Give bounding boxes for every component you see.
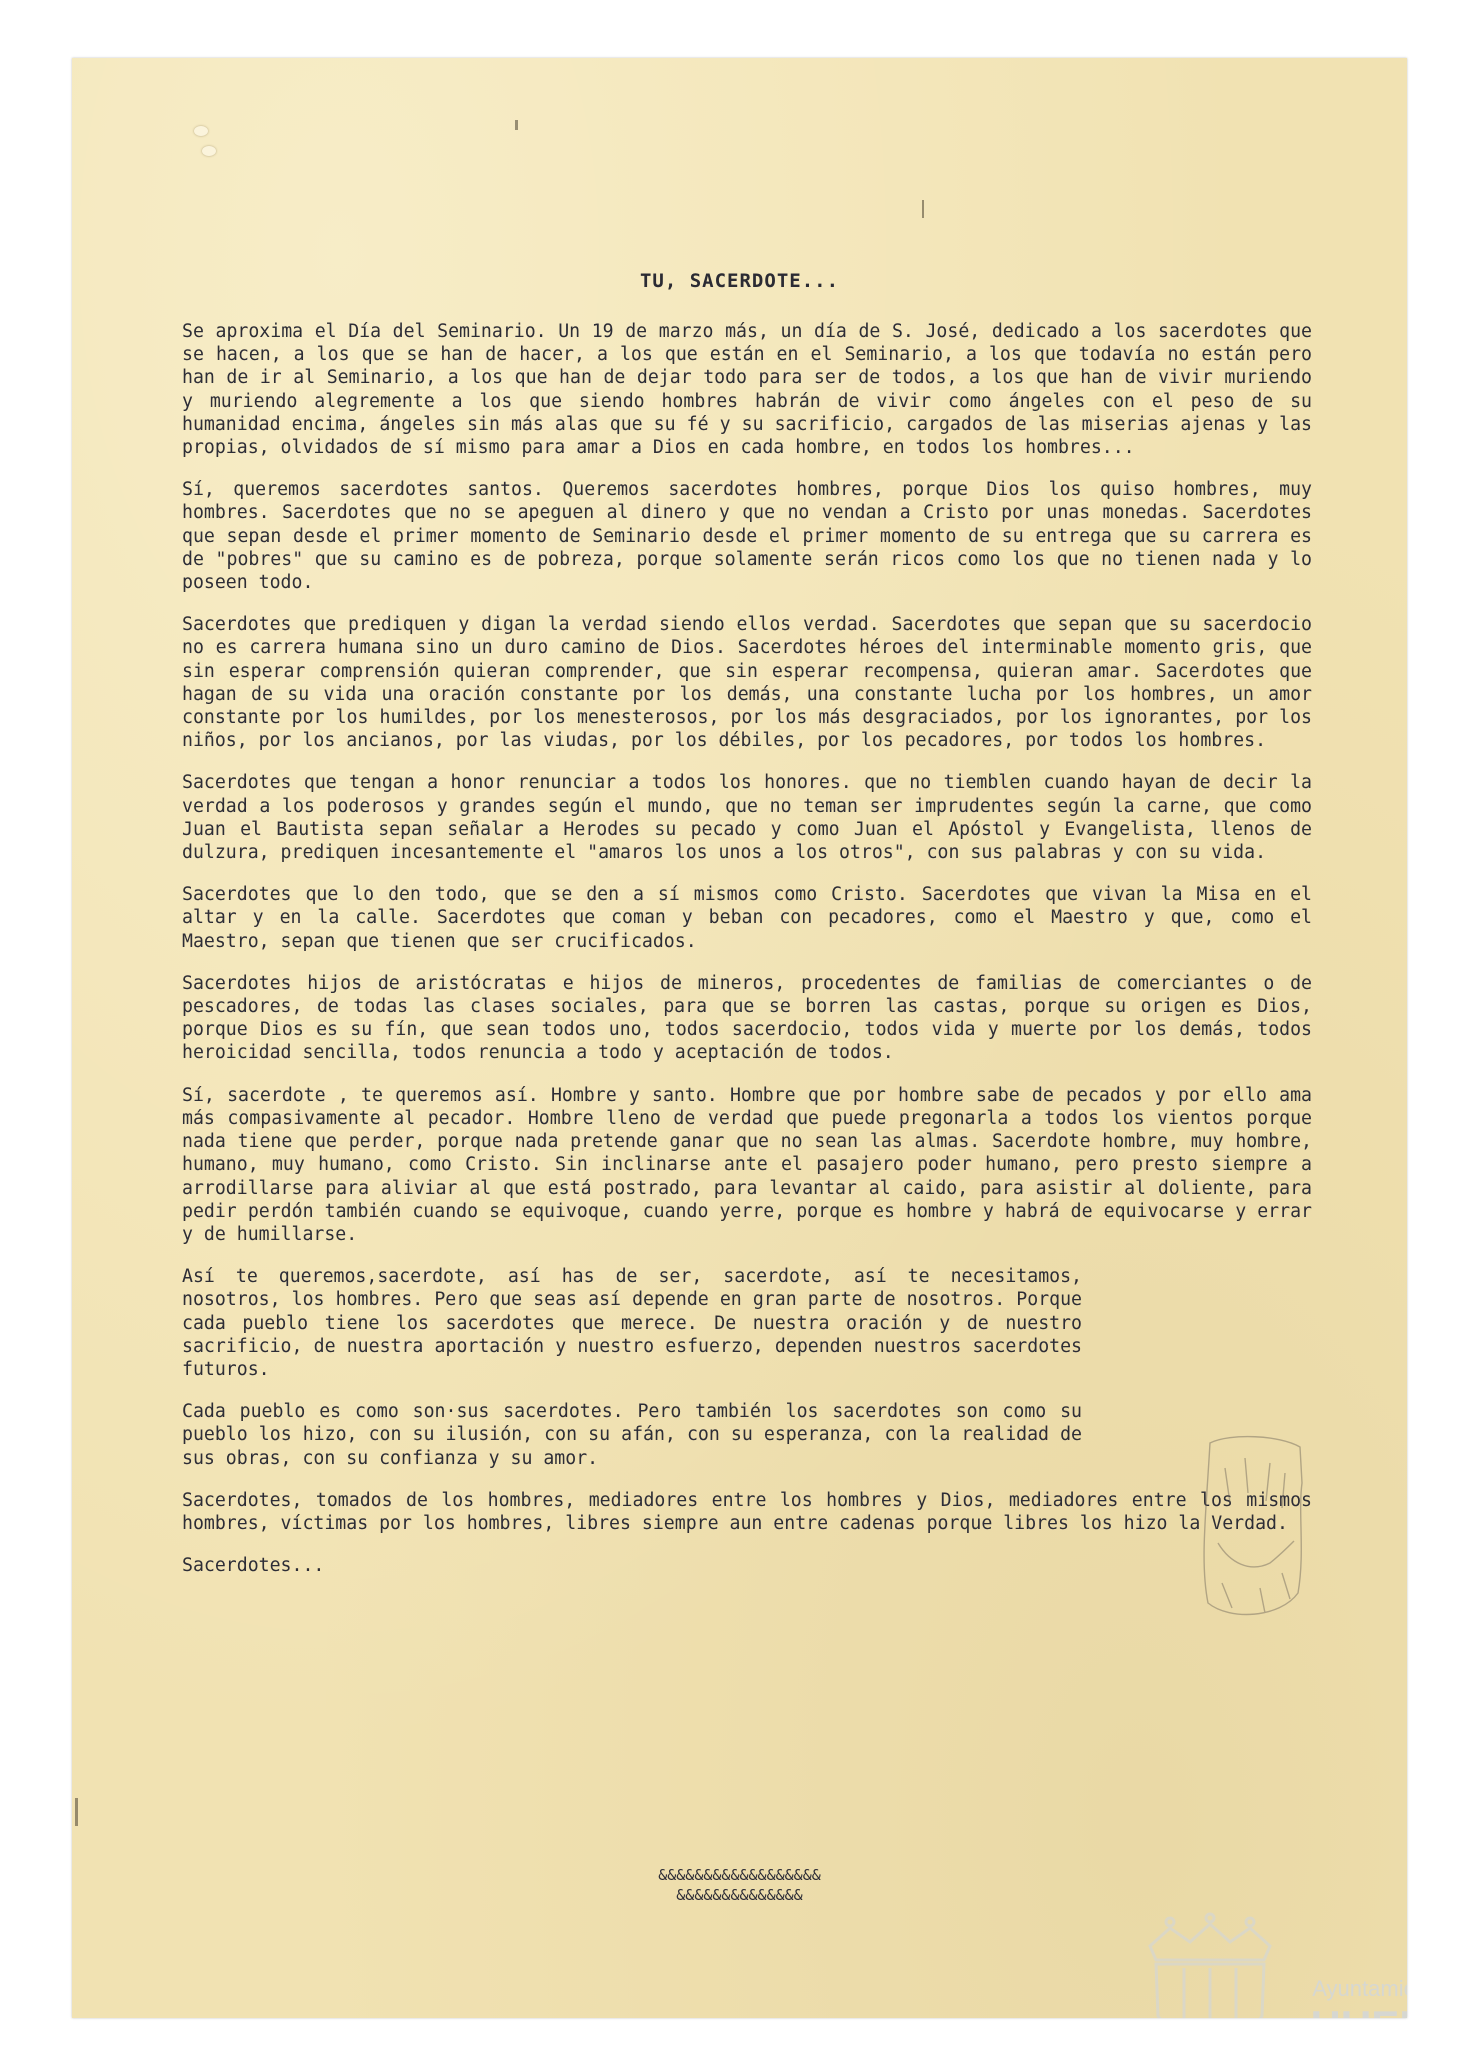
paragraph: Se aproxima el Día del Seminario. Un 19 de marzo más, un día de S. José, dedicado a los sacerdotes que se hacen, a los que se han de hacer, a los que están en el Seminario, a los que todavía no están pero han de ir al Seminario, a los que han de dejar todo para ser de todos, a los que han de vivir muriendo y muriendo alegremente a los que siendo hombres habrán de vivir como ángeles con el peso de su humanidad encima, ángeles sin más alas que su fé y su sacrificio, cargados de las miserias ajenas y las propias, olvidados de sí mismo para amar a Dios en cada hombre, en todos los hombres... xyxy=(182,321,1312,459)
paragraph: Cada pueblo es como son·sus sacerdotes. Pero también los sacerdotes son como su pueblo los hizo, con su ilusión, con su afán, con su esperanza, con la realidad de sus obras, con su confianza y su amor. xyxy=(182,1401,1082,1469)
ornament-line: &&&&&&&&&&&&&&&&&& xyxy=(658,1866,821,1884)
ornament-line: &&&&&&&&&&&&&& xyxy=(676,1886,803,1904)
paragraph: Sacerdotes que lo den todo, que se den a sí mismos como Cristo. Sacerdotes que vivan la Misa en el altar y en la calle. Sacerdotes que coman y beban con pecadores, como el Maestro y que, como el Maestro, sepan que tienen que ser crucificados. xyxy=(182,884,1312,952)
document-sheet xyxy=(72,58,1477,2048)
paragraph: Sacerdotes, tomados de los hombres, mediadores entre los hombres y Dios, mediadores entre los mismos hombres, víctimas por los hombres, libres siempre aun entre cadenas porque libres los hizo la Verdad. xyxy=(182,1489,1312,1534)
huelva-watermark-logo xyxy=(1132,1898,1477,2048)
paragraph: Sacerdotes hijos de aristócratas e hijos de mineros, procedentes de familias de comerciantes o de pescadores, de todas las clases sociales, para que se borren las castas, porque su origen es Dios, porque Dios es su fín, que sean todos uno, todos sacerdocio, todos vida y muerte por los demás, todos heroicidad sencilla, todos renuncia a todo y aceptación de todos. xyxy=(182,972,1312,1064)
paper-mark xyxy=(75,1798,78,1826)
closing-line: Sacerdotes... xyxy=(182,1555,325,1577)
paragraph: Así te queremos,sacerdote, así has de ser, sacerdote, así te necesitamos, nosotros, los hombres. Pero que seas así depende en gran parte de nosotros. Porque cada pueblo tiene los sacerdotes que merece. De nuestra oración y de nuestro sacrificio, de nuestra aportación y nuestro esfuerzo, dependen nuestros sacerdotes futuros. xyxy=(182,1266,1082,1380)
staple-hole xyxy=(194,126,208,136)
paragraph: Sí, sacerdote , te queremos así. Hombre y santo. Hombre que por hombre sabe de pecados y por ello ama más compasivamente al pecador. Hombre lleno de verdad que puede pregonarla a todos los vientos porque nada tiene que perder, porque nada pretende ganar que no sean las almas. Sacerdote hombre, muy hombre, humano, muy humano, como Cristo. Sin inclinarse ante el pasajero poder humano, pero presto siempre a arrodillarse para aliviar al que está postrado, para levantar al caido, para asistir al doliente, para pedir perdón también cuando se equivoque, cuando yerre, porque es hombre y habrá de equivocarse y errar y de humillarse. xyxy=(182,1084,1312,1245)
paragraph: Sacerdotes que prediquen y digan la verdad siendo ellos verdad. Sacerdotes que sepan que su sacerdocio no es carrera humana sino un duro camino de Dios. Sacerdotes héroes del interminable momento gris, que sin esperar comprensión quieran comprender, que sin esperar recompensa, quieran amar. Sacerdotes que hagan de su vida una oración constante por los demás, una constante lucha por los hombres, un amor constante por los humildes, por los menesterosos, por los más desgraciados, por los ignorantes, por los niños, por los ancianos, por las viudas, por los débiles, por los pecadores, por todos los hombres. xyxy=(182,614,1312,752)
watermark-line-2: HUELVA xyxy=(1310,2002,1477,2048)
faint-stamp-sketch xyxy=(1170,1423,1340,1633)
document-title: TU, SACERDOTE... xyxy=(639,270,840,292)
paper-mark xyxy=(922,200,924,218)
paragraph: Sacerdotes que tengan a honor renunciar a todos los honores. que no tiemblen cuando hayan de decir la verdad a los poderosos y grandes según el mundo, que no teman ser imprudentes según la carne, que como Juan el Bautista sepan señalar a Herodes su pecado y como Juan el Apóstol y Evangelista, llenos de dulzura, prediquen incesantemente el "amaros los unos a los otros", con sus palabras y con su vida. xyxy=(182,772,1312,864)
watermark-line-1: Ayuntamiento de xyxy=(1312,1976,1477,2001)
document-body xyxy=(182,320,1312,1596)
paragraph: Sí, queremos sacerdotes santos. Queremos sacerdotes hombres, porque Dios los quiso hombres, muy hombres. Sacerdotes que no se apeguen al dinero y que no vendan a Cristo por unas monedas. Sacerdotes que sepan desde el primer momento de Seminario desde el primer momento de su entrega que su carrera es de "pobres" que su camino es de pobreza, porque solamente serán ricos como los que no tienen nada y lo poseen todo. xyxy=(182,479,1312,594)
staple-hole xyxy=(202,146,216,156)
paper-mark xyxy=(515,120,518,130)
